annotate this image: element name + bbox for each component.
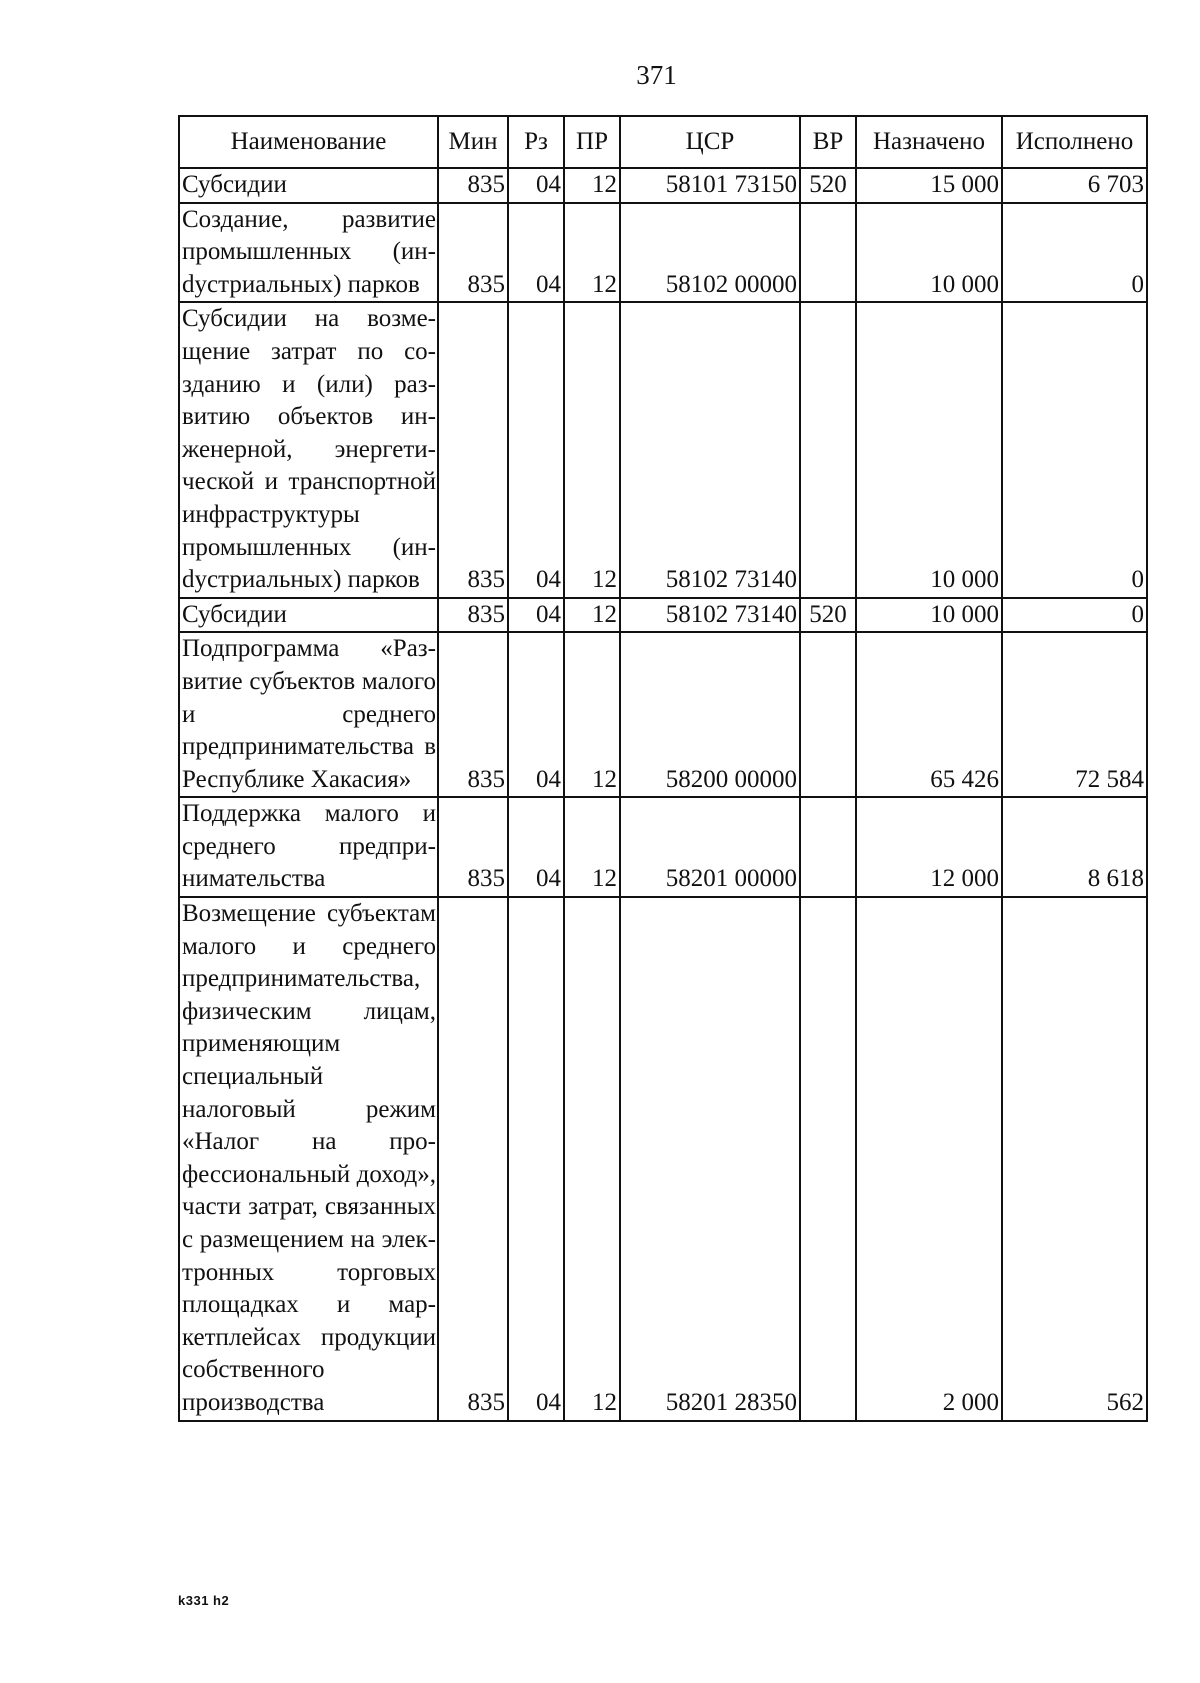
table-row — [179, 797, 1147, 897]
row-min: 835 — [438, 897, 508, 1421]
row-vr — [800, 632, 856, 797]
row-csr: 58102 73140 — [620, 302, 800, 597]
row-name: Поддержка малого и среднего предпринимательства — [179, 797, 438, 897]
table-row — [179, 203, 1147, 303]
row-rz: 04 — [508, 598, 564, 633]
row-pr: 12 — [564, 598, 620, 633]
row-executed: 0 — [1002, 302, 1147, 597]
row-name: Субсидии — [179, 168, 438, 203]
row-executed: 0 — [1002, 598, 1147, 633]
table-row — [179, 598, 1147, 633]
row-min: 835 — [438, 598, 508, 633]
row-assigned: 65 426 — [856, 632, 1002, 797]
column-header-rz: Рз — [508, 116, 564, 168]
row-assigned: 10 000 — [856, 203, 1002, 303]
table-row — [179, 302, 1147, 597]
row-assigned: 10 000 — [856, 302, 1002, 597]
row-pr: 12 — [564, 897, 620, 1421]
row-pr: 12 — [564, 302, 620, 597]
row-executed: 72 584 — [1002, 632, 1147, 797]
row-vr — [800, 897, 856, 1421]
column-header-csr: ЦСР — [620, 116, 800, 168]
row-executed: 8 618 — [1002, 797, 1147, 897]
row-csr: 58102 00000 — [620, 203, 800, 303]
row-rz: 04 — [508, 632, 564, 797]
row-vr — [800, 203, 856, 303]
column-header-vr: ВР — [800, 116, 856, 168]
column-header-name: Наименование — [179, 116, 438, 168]
row-min: 835 — [438, 302, 508, 597]
row-rz: 04 — [508, 203, 564, 303]
row-min: 835 — [438, 203, 508, 303]
row-rz: 04 — [508, 897, 564, 1421]
row-vr — [800, 302, 856, 597]
row-rz: 04 — [508, 302, 564, 597]
row-name: Подпрограмма «Развитие субъектов малого и среднего предпринимательства в Республике Хакасия» — [179, 632, 438, 797]
row-vr — [800, 797, 856, 897]
row-name: Возмещение субъектам малого и среднего предпринимательства, физическим лицам, применяющим специальный налоговый режим «Налог на профессиональный доход», части затрат, связанных с размещением на электронных торговых площадках и маркетплейсах продукции собственного производства — [179, 897, 438, 1421]
row-csr: 58201 00000 — [620, 797, 800, 897]
row-csr: 58200 00000 — [620, 632, 800, 797]
row-pr: 12 — [564, 168, 620, 203]
row-executed: 6 703 — [1002, 168, 1147, 203]
row-rz: 04 — [508, 168, 564, 203]
row-name: Субсидии — [179, 598, 438, 633]
column-header-assigned: Назначено — [856, 116, 1002, 168]
page-number: 371 — [636, 60, 677, 90]
row-pr: 12 — [564, 203, 620, 303]
row-min: 835 — [438, 632, 508, 797]
column-header-min: Мин — [438, 116, 508, 168]
row-min: 835 — [438, 797, 508, 897]
budget-table — [178, 115, 1148, 1422]
row-vr: 520 — [800, 168, 856, 203]
row-csr: 58201 28350 — [620, 897, 800, 1421]
table-row — [179, 632, 1147, 797]
table-row — [179, 168, 1147, 203]
row-assigned: 15 000 — [856, 168, 1002, 203]
column-header-executed: Исполнено — [1002, 116, 1147, 168]
row-assigned: 2 000 — [856, 897, 1002, 1421]
row-vr: 520 — [800, 598, 856, 633]
row-pr: 12 — [564, 797, 620, 897]
row-name: Субсидии на возмещение затрат по созданию и (или) развитию объектов инженерной, энергетической и транспортной инфраструктуры промышленных (инdустриальных) парков — [179, 302, 438, 597]
table-row — [179, 897, 1147, 1421]
row-assigned: 10 000 — [856, 598, 1002, 633]
footer-code: k331 h2 — [178, 1593, 230, 1608]
row-name: Создание, развитие промышленных (инdустриальных) парков — [179, 203, 438, 303]
row-min: 835 — [438, 168, 508, 203]
row-pr: 12 — [564, 632, 620, 797]
row-executed: 0 — [1002, 203, 1147, 303]
row-executed: 562 — [1002, 897, 1147, 1421]
row-csr: 58101 73150 — [620, 168, 800, 203]
row-assigned: 12 000 — [856, 797, 1002, 897]
column-header-pr: ПР — [564, 116, 620, 168]
row-csr: 58102 73140 — [620, 598, 800, 633]
table-header-row — [179, 116, 1147, 168]
row-rz: 04 — [508, 797, 564, 897]
